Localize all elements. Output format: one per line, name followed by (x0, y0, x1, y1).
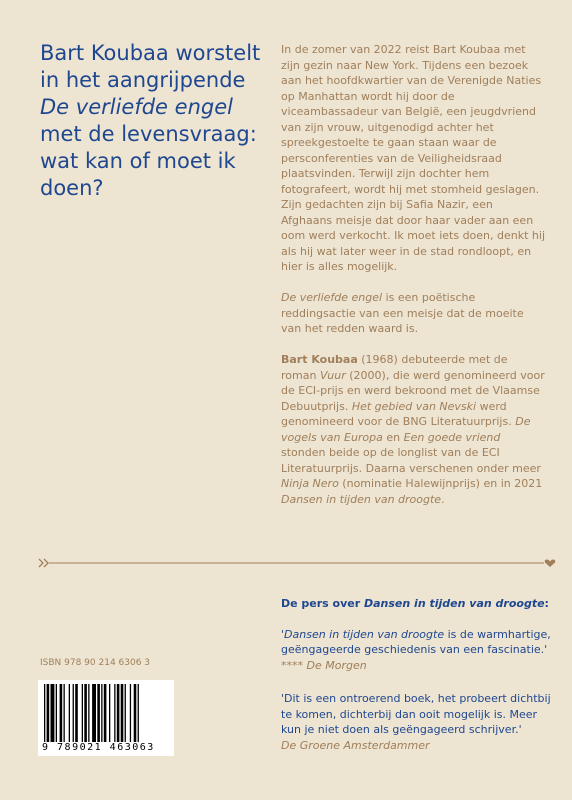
quote-1-text: is de warmhartige, geëngageerde geschiedenis van een fascinatie.' (281, 627, 551, 656)
press-heading-colon: : (544, 597, 549, 610)
bio-title-vuur: Vuur (319, 368, 346, 382)
blurb-paragraph-2-text: is een poëtische reddingsactie van een meisje dat de moeite van het redden waard is. (281, 291, 524, 335)
bio-title-nevski: Het gebied van Nevski (351, 399, 477, 413)
quote-1-source: **** De Morgen (281, 658, 367, 672)
barcode (38, 680, 174, 756)
quote-2-text: 'Dit is een ontroerend boek, het probeert dichtbij te komen, dichterbij dan ooit mogelijk is. Meer kun je niet doen als geëngageerd schrijver.' (281, 692, 551, 736)
barcode-digits: 9 789021 463063 (42, 742, 155, 753)
bio-title-ninja: Ninja Nero (281, 477, 339, 490)
bio-text-f: (nominatie Halewijnprijs) en in 2021 (338, 477, 543, 490)
press-heading (281, 596, 551, 612)
bio-text-c: werd genomineerd voor de BNG Literatuurprijs. (281, 399, 516, 428)
bio-text-d: en (382, 430, 404, 444)
blurb-paragraph-1: In de zomer van 2022 reist Bart Koubaa met zijn gezin naar New York. Tijdens een bezoek aan het hoofdkwartier van de Verenigde Naties op Manhattan wordt hij door de viceambassadeur van België, een jeugdvriend van zijn vrouw, uitgenodigd achter het spreekgestoelte te gaan staan waar de persconferenties van de Veiligheidsraad plaatsvinden. Terwijl zijn dochter hem fotografeert, wordt hij met stomheid geslagen. Zijn gedachten zijn bij Safia Nazir, een Afghaans meisje dat door haar vader aan een oom werd verkocht. Ik moet iets doen, denkt hij als hij wat later weer in de stad rondloopt, en hier is alles mogelijk. (281, 43, 546, 273)
book-title-italic: De verliefde engel (281, 291, 383, 304)
bio-text-g: . (441, 492, 445, 506)
quote-2-source: De Groene Amsterdammer (281, 738, 430, 752)
bio-title-dansen: Dansen in tijden van droogte (281, 492, 442, 506)
bio-text-a: (1968) debuteerde met de roman (281, 353, 508, 382)
barcode-bars-icon (44, 684, 168, 742)
arrow-divider-icon (38, 558, 556, 568)
headline-part1: Bart Koubaa worstelt in het aangrijpende (40, 41, 261, 92)
author-name: Bart Koubaa (281, 353, 358, 366)
blurb-paragraph-2 (281, 290, 546, 337)
quote-1-title: 'Dansen in tijden van droogte (281, 627, 445, 641)
isbn-label: ISBN 978 90 214 6306 3 (40, 658, 151, 668)
headline-part2: met de levensvraag: wat kan of moet ik doen? (40, 122, 257, 200)
headline-book-title: De verliefde engel (40, 95, 233, 119)
press-quote-2 (281, 691, 551, 753)
headline (40, 40, 280, 202)
press-heading-text: De pers over (281, 597, 364, 610)
press-heading-title: Dansen in tijden van droogte (364, 597, 545, 610)
bio-title-vriend: Een goede vriend (403, 430, 501, 444)
bio-text-e: stonden beide op de longlist van de ECI Literatuurprijs. Daarna verschenen onder meer (281, 446, 541, 475)
bio-text-b: (2000), die werd genomineerd voor de ECI-prijs en werd bekroond met de Vlaamse Debuutprijs. (281, 368, 545, 413)
author-bio (281, 352, 546, 507)
arrow-divider (38, 558, 556, 568)
blurb-column (281, 42, 546, 523)
press-section (281, 596, 551, 771)
press-quote-1 (281, 627, 551, 674)
bio-title-vogels: De vogels van Europa (281, 415, 531, 444)
